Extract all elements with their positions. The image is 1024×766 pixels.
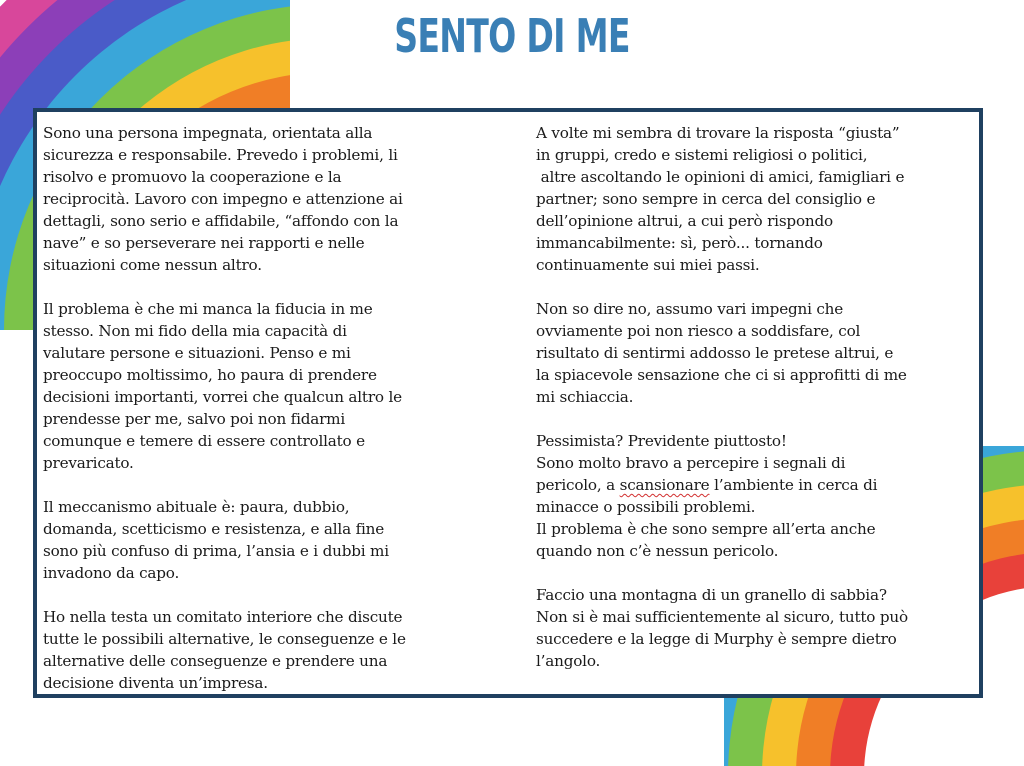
text-line: succedere e la legge di Murphy è sempre dietro	[536, 630, 897, 648]
text-line: reciprocità. Lavoro con impegno e attenzione ai	[43, 190, 403, 208]
spellcheck-underlined-word: scansionare	[619, 476, 710, 494]
right-column	[536, 122, 981, 672]
text-line: decisione diventa un’impresa.	[43, 674, 268, 692]
text-line	[536, 474, 981, 496]
right-paragraph-1	[536, 122, 981, 276]
text-line: situazioni come nessun altro.	[43, 256, 262, 274]
text-line: dettagli, sono serio e affidabile, “affondo con la	[43, 212, 399, 230]
text-line: mi schiaccia.	[536, 388, 634, 406]
text-line: nave” e so perseverare nei rapporti e nelle	[43, 234, 365, 252]
text-line: quando non c’è nessun pericolo.	[536, 542, 779, 560]
text-line: decisioni importanti, vorrei che qualcun altro le	[43, 388, 402, 406]
text-line: invadono da capo.	[43, 564, 180, 582]
text-fragment: pericolo, a	[536, 476, 620, 494]
right-paragraph-4	[536, 584, 981, 672]
text-line: ovviamente poi non riesco a soddisfare, col	[536, 322, 861, 340]
text-line: Ho nella testa un comitato interiore che discute	[43, 608, 403, 626]
text-panel	[33, 108, 983, 698]
right-paragraph-2	[536, 298, 981, 408]
text-line: Il problema è che sono sempre all’erta anche	[536, 520, 876, 538]
left-paragraph-4	[43, 606, 493, 694]
text-line: Non so dire no, assumo vari impegni che	[536, 300, 844, 318]
text-line: risolvo e promuovo la cooperazione e la	[43, 168, 342, 186]
text-line: l’angolo.	[536, 652, 601, 670]
text-line: Il problema è che mi manca la fiducia in me	[43, 300, 373, 318]
text-line: prevaricato.	[43, 454, 134, 472]
text-line: dell’opinione altrui, a cui però rispondo	[536, 212, 833, 230]
text-line: la spiacevole sensazione che ci si approfitti di me	[536, 366, 907, 384]
text-fragment: l’ambiente in cerca di	[709, 476, 878, 494]
text-line: Faccio una montagna di un granello di sabbia?	[536, 586, 887, 604]
text-line: tutte le possibili alternative, le conseguenze e le	[43, 630, 406, 648]
text-line: A volte mi sembra di trovare la risposta “giusta”	[536, 124, 900, 142]
text-line: altre ascoltando le opinioni di amici, famigliari e	[536, 168, 905, 186]
left-paragraph-3	[43, 496, 493, 584]
text-line: prendesse per me, salvo poi non fidarmi	[43, 410, 346, 428]
text-line: comunque e temere di essere controllato e	[43, 432, 365, 450]
text-line: Il meccanismo abituale è: paura, dubbio,	[43, 498, 350, 516]
text-line: preoccupo moltissimo, ho paura di prendere	[43, 366, 377, 384]
page-title: SENTO DI ME	[394, 9, 630, 63]
text-line: continuamente sui miei passi.	[536, 256, 760, 274]
text-line: sicurezza e responsabile. Prevedo i problemi, li	[43, 146, 398, 164]
text-line: sono più confuso di prima, l’ansia e i dubbi mi	[43, 542, 389, 560]
text-line: stesso. Non mi fido della mia capacità di	[43, 322, 347, 340]
text-line: immancabilmente: sì, però... tornando	[536, 234, 823, 252]
left-paragraph-1	[43, 122, 493, 276]
text-line: Pessimista? Previdente piuttosto!	[536, 432, 787, 450]
text-line: alternative delle conseguenze e prendere una	[43, 652, 388, 670]
text-line: Sono una persona impegnata, orientata alla	[43, 124, 373, 142]
text-line: in gruppi, credo e sistemi religiosi o politici,	[536, 146, 868, 164]
text-line: minacce o possibili problemi.	[536, 498, 756, 516]
left-column	[43, 122, 493, 694]
right-paragraph-3	[536, 430, 981, 562]
text-line: Sono molto bravo a percepire i segnali di	[536, 454, 846, 472]
text-line: Non si è mai sufficientemente al sicuro, tutto può	[536, 608, 908, 626]
left-paragraph-2	[43, 298, 493, 474]
text-line: domanda, scetticismo e resistenza, e alla fine	[43, 520, 385, 538]
text-line: partner; sono sempre in cerca del consiglio e	[536, 190, 876, 208]
text-line: valutare persone e situazioni. Penso e mi	[43, 344, 351, 362]
text-line: risultato di sentirmi addosso le pretese altrui, e	[536, 344, 894, 362]
